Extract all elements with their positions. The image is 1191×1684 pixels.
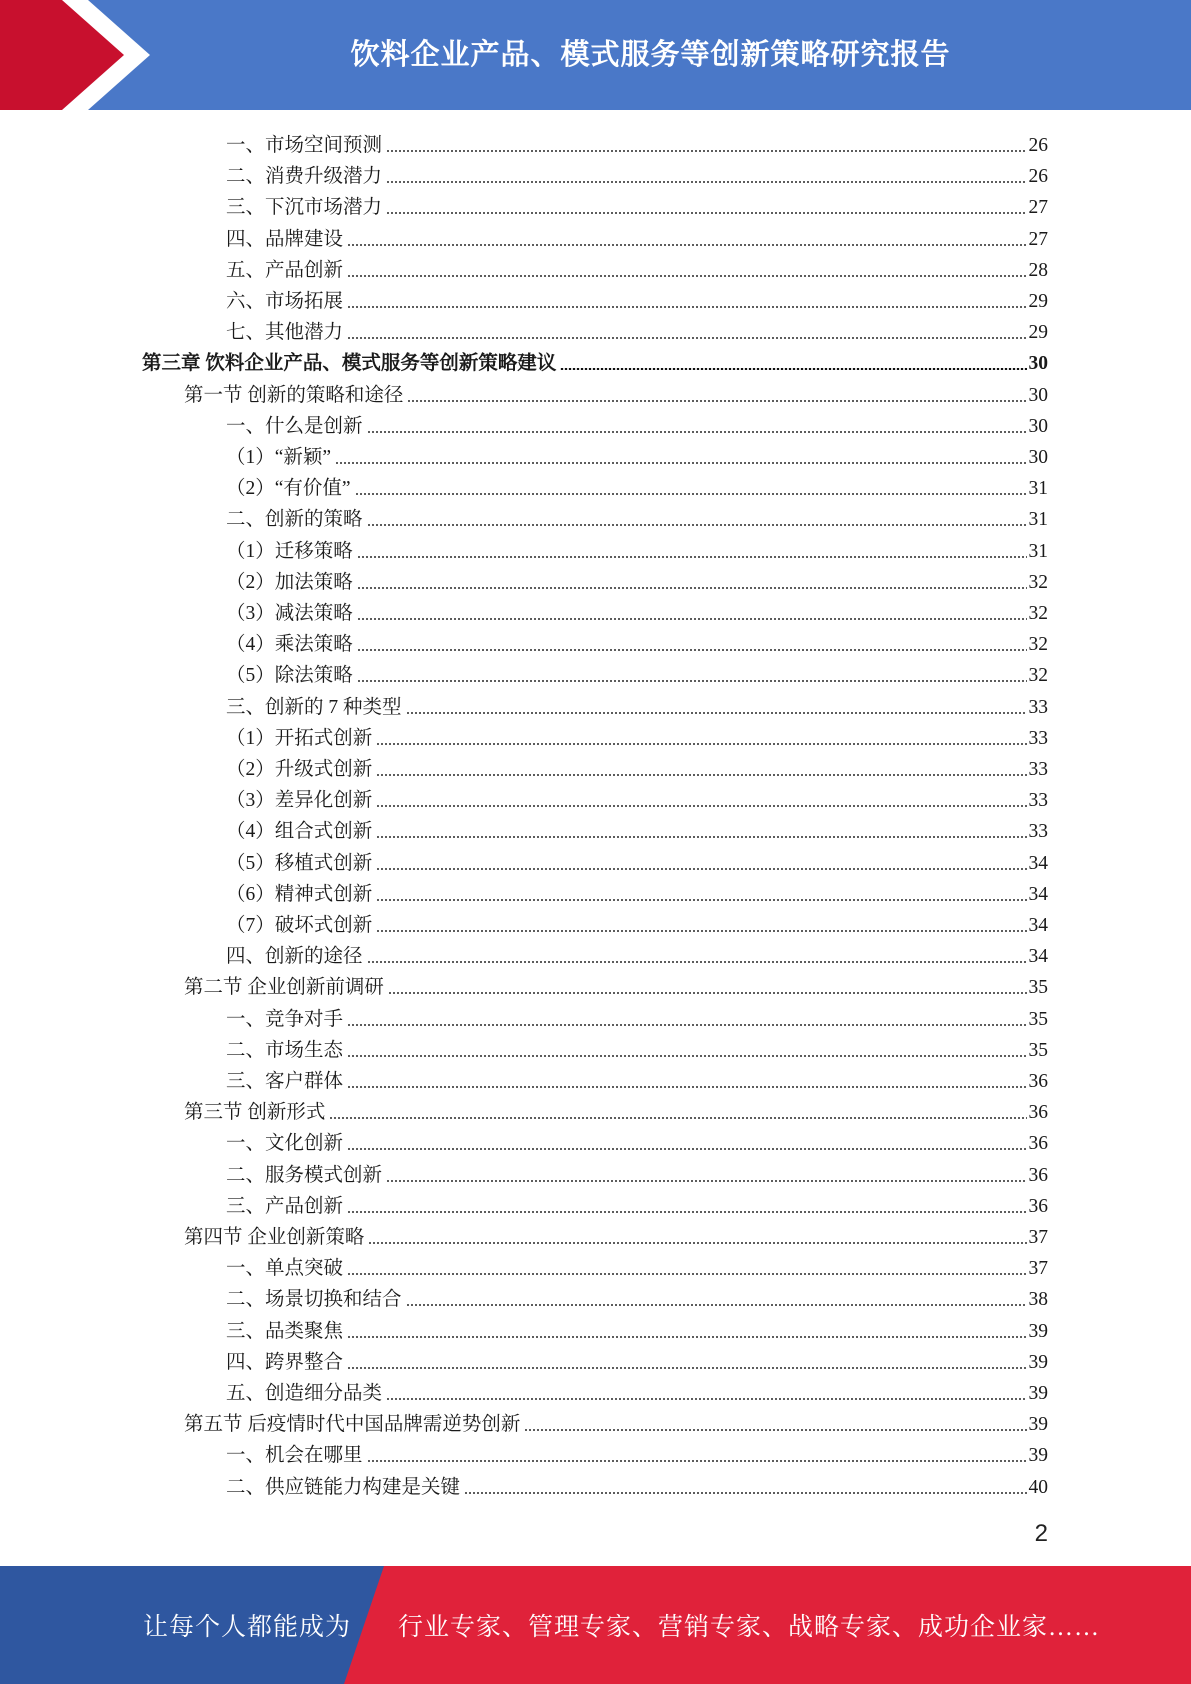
- toc-entry[interactable]: [226, 1437, 1048, 1468]
- toc-dot-leader: [376, 805, 1026, 807]
- header-arrow-icon: [0, 0, 190, 110]
- toc-dot-leader: [347, 337, 1026, 339]
- toc-entry-label: 三、品类聚焦: [226, 1320, 344, 1342]
- toc-entry[interactable]: [226, 876, 1048, 907]
- toc-entry-label: 四、品牌建设: [226, 228, 344, 250]
- toc-entry-page: 37: [1028, 1227, 1048, 1248]
- toc-entry[interactable]: [226, 1125, 1048, 1156]
- toc-entry[interactable]: [226, 845, 1048, 876]
- toc-entry[interactable]: [226, 283, 1048, 314]
- toc-entry-page: 36: [1028, 1071, 1048, 1092]
- toc-dot-leader: [347, 244, 1026, 246]
- toc-entry-page: 32: [1028, 603, 1048, 624]
- toc-entry-label: 三、产品创新: [226, 1195, 344, 1217]
- toc-entry-label: 二、场景切换和结合: [226, 1289, 402, 1311]
- toc-entry-label: （4）乘法策略: [226, 634, 353, 656]
- toc-entry[interactable]: [184, 1094, 1048, 1125]
- toc-entry[interactable]: [226, 1313, 1048, 1344]
- toc-entry-page: 28: [1028, 259, 1048, 281]
- toc-entry-label: 第一节 创新的策略和途径: [184, 384, 404, 406]
- toc-entry-label: 一、单点突破: [226, 1258, 344, 1280]
- toc-entry[interactable]: [184, 1406, 1048, 1437]
- toc-entry-page: 30: [1028, 384, 1048, 406]
- toc-entry-label: 三、下沉市场潜力: [226, 197, 383, 219]
- toc-entry-label: 五、产品创新: [226, 259, 344, 281]
- toc-entry-label: （1）迁移策略: [226, 540, 353, 562]
- toc-entry-label: （2）升级式创新: [226, 759, 373, 780]
- toc-entry[interactable]: [226, 470, 1048, 501]
- toc-entry-label: 第三章 饮料企业产品、模式服务等创新策略建议: [142, 353, 557, 375]
- toc-dot-leader: [357, 587, 1027, 589]
- toc-entry-label: 第三节 创新形式: [184, 1102, 326, 1124]
- toc-entry-page: 35: [1028, 1008, 1048, 1030]
- toc-dot-leader: [347, 1336, 1026, 1338]
- toc-dot-leader: [357, 618, 1027, 620]
- toc-entry-page: 40: [1028, 1476, 1048, 1498]
- toc-entry[interactable]: [226, 1157, 1048, 1188]
- toc-entry-page: 31: [1028, 540, 1048, 562]
- toc-entry-label: 四、创新的途径: [226, 946, 363, 968]
- toc-entry[interactable]: [226, 127, 1048, 158]
- toc-dot-leader: [367, 431, 1027, 433]
- toc-dot-leader: [367, 961, 1027, 963]
- toc-entry-page: 32: [1028, 665, 1048, 687]
- toc-entry-label: 二、消费升级潜力: [226, 166, 383, 188]
- toc-entry[interactable]: [226, 907, 1048, 938]
- toc-entry[interactable]: [226, 1188, 1048, 1219]
- toc-entry-page: 38: [1028, 1289, 1048, 1311]
- toc-dot-leader: [560, 368, 1026, 370]
- toc-entry-page: 33: [1028, 790, 1048, 812]
- toc-dot-leader: [347, 275, 1026, 277]
- toc-entry[interactable]: [226, 689, 1048, 720]
- toc-entry-label: （3）减法策略: [226, 603, 353, 624]
- toc-entry-page: 35: [1028, 977, 1048, 999]
- toc-entry-page: 34: [1028, 883, 1048, 905]
- toc-entry-page: 30: [1028, 415, 1048, 437]
- toc-dot-leader: [376, 930, 1026, 932]
- header-title: 饮料企业产品、模式服务等创新策略研究报告: [350, 36, 951, 71]
- toc-entry-label: 第五节 后疫情时代中国品牌需逆势创新: [184, 1414, 521, 1436]
- toc-entry-label: （1）开拓式创新: [226, 727, 373, 749]
- toc-dot-leader: [376, 774, 1026, 776]
- toc-entry-label: （2）加法策略: [226, 571, 353, 593]
- toc-entry[interactable]: [226, 813, 1048, 844]
- toc-entry[interactable]: [226, 252, 1048, 283]
- toc-entry-page: 34: [1028, 946, 1048, 968]
- page-number: 2: [1034, 1520, 1048, 1547]
- toc-dot-leader: [347, 1024, 1026, 1026]
- toc-dot-leader: [347, 1148, 1026, 1150]
- toc-entry-page: 30: [1028, 353, 1048, 375]
- toc-entry-page: 33: [1028, 727, 1048, 749]
- toc-dot-leader: [464, 1492, 1026, 1494]
- toc-entry-page: 31: [1028, 509, 1048, 531]
- toc-dot-leader: [386, 181, 1026, 183]
- toc-entry[interactable]: [226, 221, 1048, 252]
- toc-entry[interactable]: [226, 938, 1048, 969]
- toc-entry-page: 29: [1028, 322, 1048, 344]
- toc-entry[interactable]: [226, 158, 1048, 189]
- toc-entry-page: 39: [1028, 1383, 1048, 1404]
- toc-dot-leader: [376, 868, 1026, 870]
- toc-entry-label: 二、服务模式创新: [226, 1164, 383, 1186]
- toc-dot-leader: [367, 1460, 1027, 1462]
- toc-entry-page: 27: [1028, 197, 1048, 219]
- toc-entry-label: 第四节 企业创新策略: [184, 1227, 365, 1248]
- toc-entry[interactable]: [226, 439, 1048, 470]
- toc-entry[interactable]: [226, 564, 1048, 595]
- toc-entry-label: 一、什么是创新: [226, 415, 363, 437]
- toc-entry[interactable]: [226, 1001, 1048, 1032]
- toc-dot-leader: [357, 680, 1027, 682]
- toc-entry-page: 36: [1028, 1133, 1048, 1155]
- toc-dot-leader: [524, 1429, 1026, 1431]
- toc-entry[interactable]: [184, 1219, 1048, 1250]
- toc-entry[interactable]: [226, 1375, 1048, 1406]
- toc-entry-page: 32: [1028, 571, 1048, 593]
- toc-entry-page: 29: [1028, 291, 1048, 312]
- toc-dot-leader: [347, 1273, 1026, 1275]
- toc-entry[interactable]: [226, 189, 1048, 220]
- toc-entry-label: （7）破坏式创新: [226, 915, 373, 936]
- toc-entry-label: 七、其他潜力: [226, 322, 344, 344]
- toc-entry[interactable]: [226, 751, 1048, 782]
- toc-entry[interactable]: [226, 314, 1048, 345]
- page-footer: [0, 1566, 1191, 1684]
- toc-entry[interactable]: [226, 782, 1048, 813]
- toc-entry-label: 四、跨界整合: [226, 1351, 344, 1373]
- toc-entry-page: 26: [1028, 166, 1048, 188]
- toc-entry-label: （3）差异化创新: [226, 790, 373, 812]
- toc-entry-page: 34: [1028, 915, 1048, 936]
- toc-entry-page: 26: [1028, 135, 1048, 156]
- toc-entry-page: 34: [1028, 852, 1048, 874]
- toc-entry-page: 27: [1028, 228, 1048, 250]
- toc-dot-leader: [357, 649, 1027, 651]
- toc-dot-leader: [388, 992, 1027, 994]
- toc-entry-page: 32: [1028, 634, 1048, 656]
- toc-entry-label: 三、客户群体: [226, 1071, 344, 1092]
- toc-entry-page: 36: [1028, 1195, 1048, 1217]
- toc-dot-leader: [376, 743, 1026, 745]
- toc-entry-label: （4）组合式创新: [226, 821, 373, 843]
- toc-entry-page: 39: [1028, 1320, 1048, 1342]
- toc-dot-leader: [355, 493, 1027, 495]
- toc-entry[interactable]: [226, 408, 1048, 439]
- toc-entry[interactable]: [226, 1281, 1048, 1312]
- toc-entry-page: 33: [1028, 696, 1048, 718]
- toc-entry-label: （6）精神式创新: [226, 883, 373, 905]
- toc-entry-label: 一、竞争对手: [226, 1008, 344, 1030]
- toc-entry-label: 一、文化创新: [226, 1133, 344, 1155]
- toc-entry-label: 三、创新的 7 种类型: [226, 696, 402, 718]
- toc-entry-page: 33: [1028, 759, 1048, 780]
- toc-dot-leader: [386, 1180, 1026, 1182]
- toc-entry-page: 36: [1028, 1164, 1048, 1186]
- toc-entry[interactable]: [226, 501, 1048, 532]
- toc-entry-label: 二、市场生态: [226, 1039, 344, 1061]
- toc-entry-label: 二、供应链能力构建是关键: [226, 1476, 461, 1498]
- toc-dot-leader: [386, 1398, 1026, 1400]
- toc-entry[interactable]: [226, 1250, 1048, 1281]
- toc-dot-leader: [347, 1211, 1026, 1213]
- toc-dot-leader: [376, 836, 1026, 838]
- toc-entry[interactable]: [184, 377, 1048, 408]
- toc-entry[interactable]: [226, 626, 1048, 657]
- toc-dot-leader: [357, 556, 1027, 558]
- toc-entry[interactable]: [226, 720, 1048, 751]
- toc-entry[interactable]: [184, 969, 1048, 1000]
- toc-entry-label: （2）“有价值”: [226, 478, 351, 500]
- toc-entry[interactable]: [226, 533, 1048, 564]
- toc-dot-leader: [329, 1117, 1026, 1119]
- toc-entry-label: （5）除法策略: [226, 665, 353, 687]
- toc-entry-page: 39: [1028, 1351, 1048, 1373]
- toc-dot-leader: [406, 1304, 1027, 1306]
- toc-dot-leader: [386, 150, 1026, 152]
- toc-entry-label: 一、市场空间预测: [226, 135, 383, 156]
- toc-dot-leader: [386, 212, 1026, 214]
- toc-entry-label: （5）移植式创新: [226, 852, 373, 874]
- toc-entry[interactable]: [226, 657, 1048, 688]
- toc-dot-leader: [347, 1086, 1026, 1088]
- toc-entry[interactable]: [226, 1469, 1048, 1500]
- toc-dot-leader: [406, 712, 1027, 714]
- toc-dot-leader: [368, 1242, 1026, 1244]
- footer-slogan-right: 行业专家、管理专家、营销专家、战略专家、成功企业家……: [398, 1614, 1101, 1641]
- toc-dot-leader: [347, 1367, 1026, 1369]
- toc-entry-label: 二、创新的策略: [226, 509, 363, 531]
- page-header: [0, 0, 1191, 110]
- toc-entry-page: 36: [1028, 1102, 1048, 1124]
- toc-entry-label: 六、市场拓展: [226, 291, 344, 312]
- toc-entry-page: 35: [1028, 1039, 1048, 1061]
- toc-entry[interactable]: [142, 345, 1048, 376]
- toc-dot-leader: [347, 1055, 1026, 1057]
- toc-dot-leader: [347, 306, 1026, 308]
- toc-entry[interactable]: [226, 1063, 1048, 1094]
- toc-entry-page: 39: [1028, 1414, 1048, 1436]
- toc-entry-page: 39: [1028, 1445, 1048, 1467]
- footer-slogan-left: 让每个人都能成为: [143, 1614, 352, 1641]
- toc-entry-label: （1）“新颖”: [226, 447, 332, 468]
- toc-entry-page: 37: [1028, 1258, 1048, 1280]
- toc-entry-label: 五、创造细分品类: [226, 1383, 383, 1404]
- toc-dot-leader: [376, 899, 1026, 901]
- toc-entry-page: 31: [1028, 478, 1048, 500]
- toc-entry[interactable]: [226, 1344, 1048, 1375]
- toc-entry-page: 33: [1028, 821, 1048, 843]
- toc-dot-leader: [367, 524, 1027, 526]
- toc-dot-leader: [335, 462, 1026, 464]
- toc-entry[interactable]: [226, 595, 1048, 626]
- toc-entry-label: 一、机会在哪里: [226, 1445, 363, 1467]
- toc-entry-label: 第二节 企业创新前调研: [184, 977, 384, 999]
- toc-dot-leader: [407, 400, 1026, 402]
- toc-entry-page: 30: [1028, 447, 1048, 468]
- toc-entry[interactable]: [226, 1032, 1048, 1063]
